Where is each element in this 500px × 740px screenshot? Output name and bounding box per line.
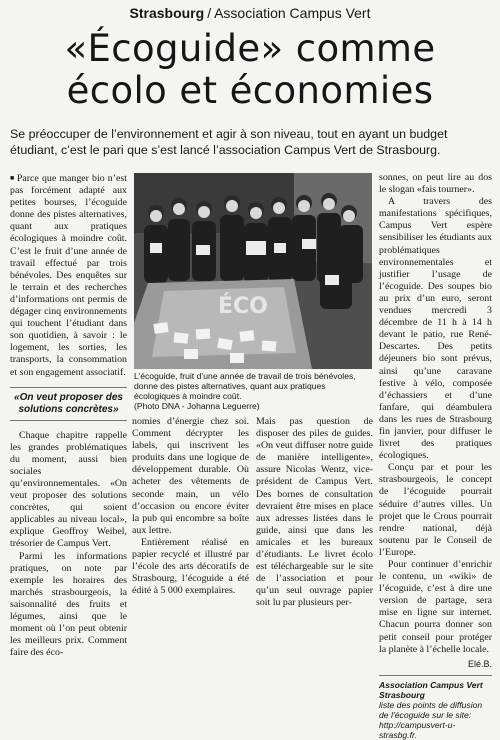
col4-paragraph-3: Conçu par et pour les strasbourgeois, le concept de l’écoguide pourrait séduire d’autres villes. Un projet que le Crous pourrait rendre national, déjà soutenu par le Conseil de l’Europe. [379,462,492,558]
article-column-4 [379,172,492,740]
col4-paragraph-4: Pour continuer d’enrichir le contenu, un «wiki» de l’écoguide, c’est à dire une version de partage, sera mise en ligne sur internet. Chacun pourra donner son petit conseil pour protéger la planète à l’échelle locale. [379,559,492,655]
photo-credit: (Photo DNA - Johanna Leguerre) [134,401,260,411]
rubric-city: Strasbourg [129,5,205,21]
col1-paragraph-2: Chaque chapitre rappelle les grandes problématiques du moment, aussi bien sociales qu’environnementales. «On veut proposer des solutions concrètes, qui soient applicables au niveau local», explique Geoffroy Weibel, trésorier de Campus Vert. [10,429,127,550]
photo-caption [134,371,372,411]
headline-line-2: écolo et économies [66,69,434,112]
col3-paragraph-1: Mais pas question de disposer des piles de guides. «On veut diffuser notre guide de manière intelligente», assure Nicolas Wentz, vice-président de Campus Vert. Des bornes de consultation devraient être mises en place aux adresses listées dans le guide, ainsi que dans les amicales et les bureaux d’étudiants. Le livret écolo est téléchargeable sur le site de l’association et pour qu’un seul ouvrage papier soit lu par plusieurs per- [256,416,373,609]
info-box [379,675,492,740]
photo-banner-text: ÉCO [218,294,268,319]
col1-paragraph-1 [10,172,127,379]
photo-caption-text: L’écoguide, fruit d’une année de travail de trois bénévoles, donne des pistes alternatives, quant aux pratiques écologiques à moindre coût. [134,371,356,401]
article-column-3 [256,416,373,610]
col1-paragraph-1-text: Parce que manger bio n’est pas forcément adapté aux petites bourses, l’écoguide donne des pistes alternatives, quant aux pratiques écologiques à moindre coût. C’est le fruit d’une année de travail effectué par trois bénévoles. Des enquêtes sur le terrain et des recherches d’informations ont permis de dégager cinq environnements qui touchent l’étudiant dans son quotidien, à savoir : le logement, les sorties, les transports, la consommation et son engagement associatif. [10,173,127,378]
rubric-section: Association Campus Vert [214,5,371,21]
headline-line-1: «Écoguide» comme [64,27,436,70]
info-text: liste des points de diffusion de l’écoguide sur le site: http://campusvert-u-strasbg.fr. [379,699,483,740]
info-organization: Association Campus Vert Strasbourg [379,679,483,700]
col2-paragraph-2: Entièrement réalisé en papier recyclé et illustré par l’école des arts décoratifs de Strasbourg, l’écoguide a été édité à 5 000 exemplaires. [132,536,249,597]
col4-paragraph-1: sonnes, on peut lire au dos le slogan «fais tourner». [379,172,492,196]
author-signature: Elé.B. [467,658,492,669]
col1-paragraph-3: Parmi les informations pratiques, on note par exemple les horaires des marchés strasbourgeois, la saisonnalité des fruits et légumes, ainsi que le moment où l’on peut obtenir les meilleurs prix. Comment faire des éco- [10,550,127,659]
group-photo [134,173,372,369]
section-rubric [0,4,500,22]
article-column-2 [132,416,249,597]
col2-paragraph-1: nomies d’énergie chez soi. Comment décrypter les labels, qui inscrivent les produits dans une logique de développement durable. Où acheter des vêtements de seconde main, un vélo d’occasion ou encore éviter la pub qui encombre sa boîte aux lettre. [132,416,249,536]
article-lede: Se préoccuper de l’environnement et agir à son niveau, tout en ayant un budget étudiant, c’est le pari que s’est lancé l’association Campus Vert de Strasbourg. [10,127,448,157]
paragraph-bullet-icon: ■ [10,174,15,182]
rubric-separator: / [207,5,212,21]
group-photo-image [134,173,372,369]
article-column-1 [10,172,127,659]
article-headline [0,28,500,112]
col4-paragraph-2: A travers des manifestations spécifiques, Campus Vert espère sensibiliser les étudiants aux problématiques environnementales et justifier l’usage de l’écoguide. Des soupes bio au prix d’un euro, seront vendues mercredi 3 décembre de 11 h à 14 h devant le patio, rue René-Descartes. Des petits déjeuners bio sont prévus, ainsi qu’une caravane festive à vélo, composée d’échassiers et d’une fanfare, qui déambulera dans les rues de Strasbourg fin janvier, pour diffuser le livret des pratiques écologiques. [379,196,492,462]
pull-quote: «On veut proposer des solutions concrètes» [10,387,127,421]
